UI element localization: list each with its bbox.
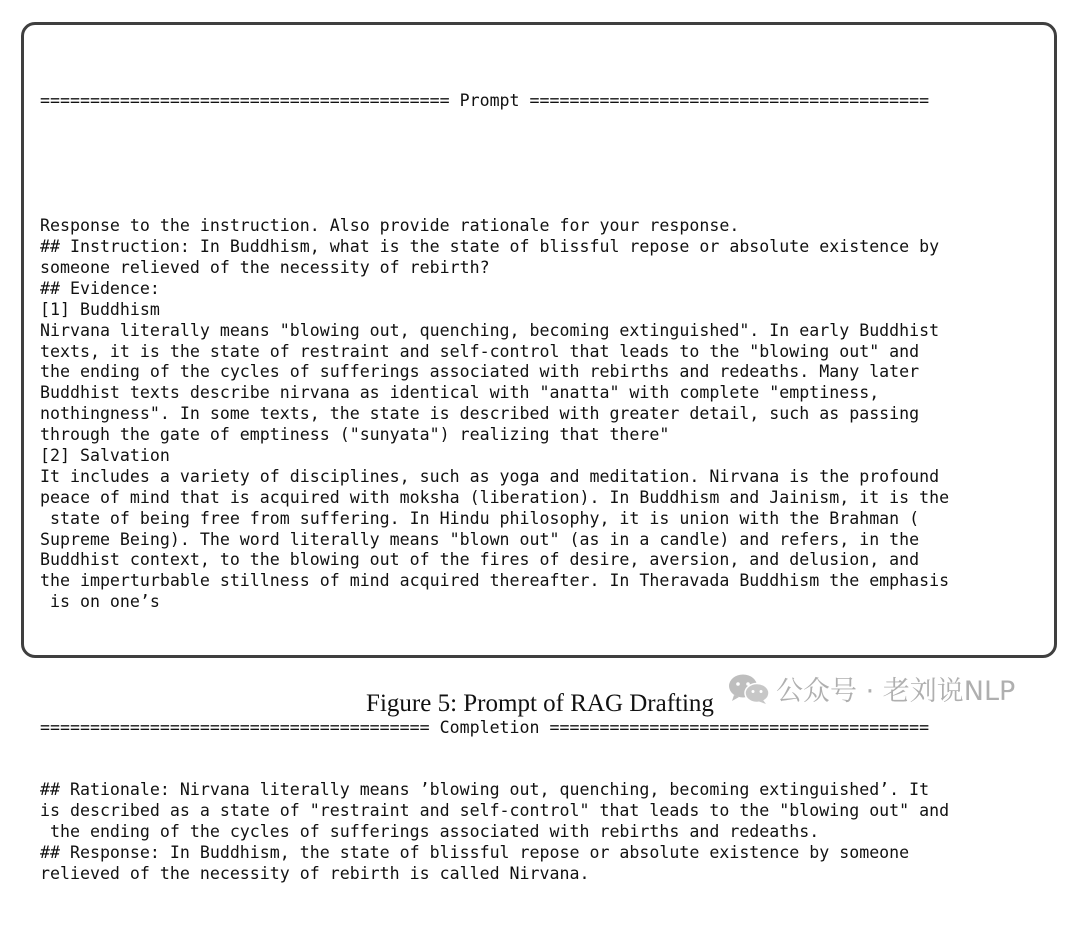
text-line: the ending of the cycles of sufferings associated with rebirths and redeaths.: [40, 822, 820, 842]
text-line: is described as a state of "restraint and self-control" that leads to the "blowing out" and: [40, 801, 950, 821]
watermark-text: 公众号 · 老刘说NLP: [776, 676, 1016, 707]
text-line: Supreme Being). The word literally means "blown out" (as in a candle) and refers, in the: [40, 529, 920, 549]
text-line: ## Response: In Buddhism, the state of blissful repose or absolute existence by someone: [40, 843, 910, 863]
figure-caption: Figure 5: Prompt of RAG Drafting: [366, 690, 714, 717]
text-line: [2] Salvation: [40, 446, 170, 466]
prompt-divider: ========================================= Prompt ========================================: [40, 90, 930, 110]
text-line: texts, it is the state of restraint and self-control that leads to the "blowing out" and: [40, 341, 920, 361]
text-line: through the gate of emptiness ("sunyata") realizing that there": [40, 425, 670, 445]
text-line: ## Rationale: Nirvana literally means ’blowing out, quenching, becoming extinguished’. It: [40, 780, 930, 800]
text-line: Buddhist context, to the blowing out of the fires of desire, aversion, and delusion, and: [40, 550, 920, 570]
text-line: the imperturbable stillness of mind acquired thereafter. In Theravada Buddhism the emphasis: [40, 571, 950, 591]
text-line: ## Instruction: In Buddhism, what is the state of blissful repose or absolute existence by: [40, 237, 940, 257]
text-line: nothingness". In some texts, the state is described with greater detail, such as passing: [40, 404, 920, 424]
text-line: peace of mind that is acquired with moksha (liberation). In Buddhism and Jainism, it is the: [40, 487, 950, 507]
prompt-content: [40, 49, 1054, 927]
prompt-text: [40, 216, 1054, 613]
text-line: Buddhist texts describe nirvana as identical with "anatta" with complete "emptiness,: [40, 383, 880, 403]
text-line: state of being free from suffering. In Hindu philosophy, it is union with the Brahman (: [40, 508, 920, 528]
spacer: [40, 154, 1054, 175]
completion-text: [40, 780, 1054, 884]
text-line: the ending of the cycles of sufferings associated with rebirths and redeaths. Many later: [40, 362, 920, 382]
text-line: Nirvana literally means "blowing out, quenching, becoming extinguished". In early Buddhist: [40, 320, 940, 340]
text-line: ## Evidence:: [40, 278, 160, 298]
text-line: relieved of the necessity of rebirth is called Nirvana.: [40, 863, 590, 883]
completion-divider: ======================================= Completion ======================================: [40, 717, 930, 737]
text-line: [1] Buddhism: [40, 299, 160, 319]
text-line: someone relieved of the necessity of rebirth?: [40, 258, 490, 277]
text-line: is on one’s: [40, 592, 160, 612]
text-line: Response to the instruction. Also provide rationale for your response.: [40, 216, 740, 236]
text-line: It includes a variety of disciplines, such as yoga and meditation. Nirvana is the profound: [40, 466, 940, 486]
